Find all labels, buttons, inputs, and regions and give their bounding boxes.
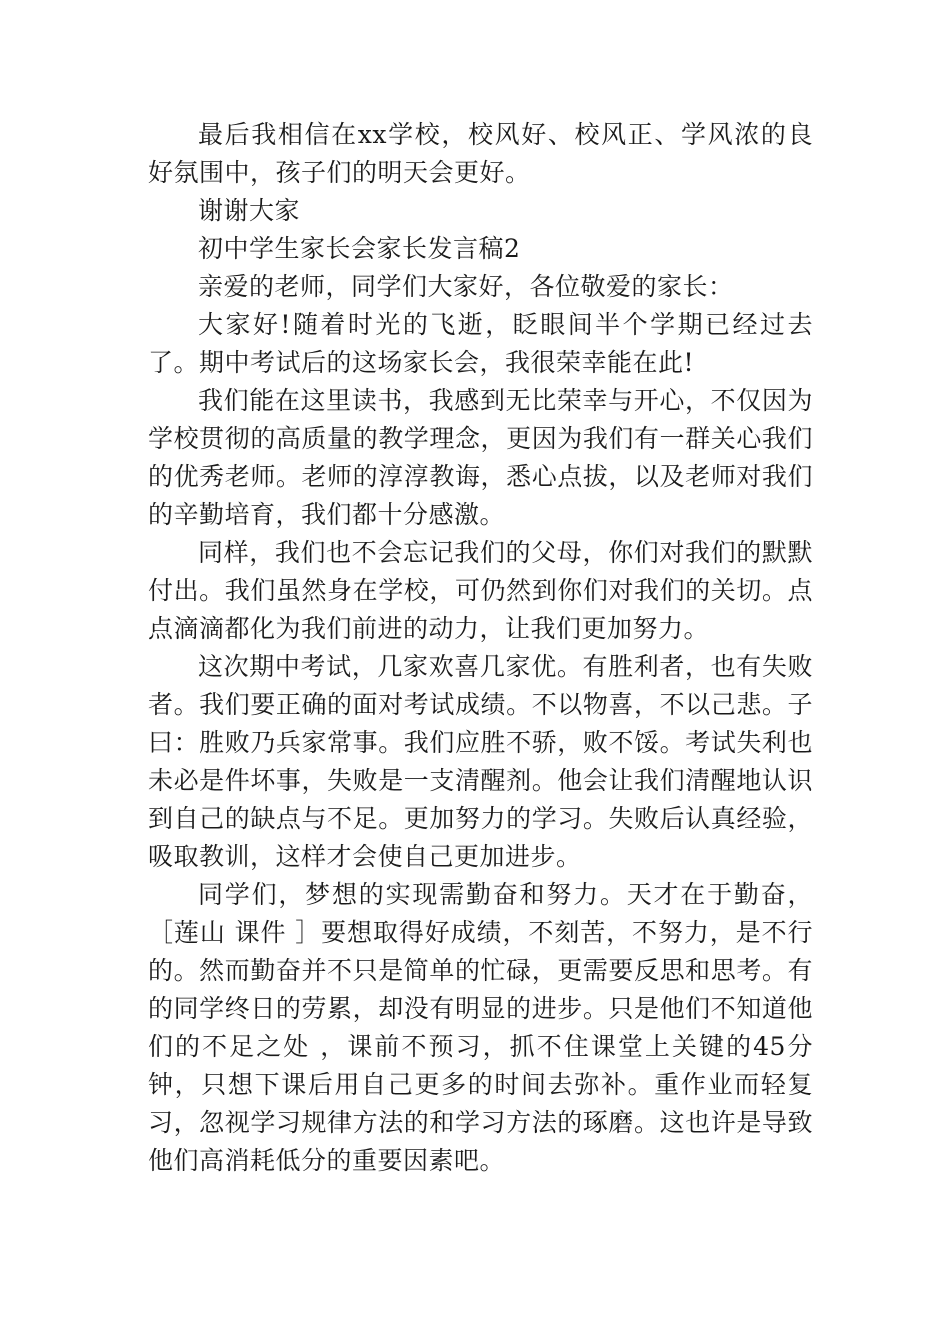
paragraph-closing-belief: 最后我相信在xx学校，校风好、校风正、学风浓的良好氛围中，孩子们的明天会更好。 <box>148 120 813 187</box>
paragraph-exam: 这次期中考试，几家欢喜几家优。有胜利者，也有失败者。我们要正确的面对考试成绩。不以物喜，不以己悲。子曰：胜败乃兵家常事。我们应胜不骄，败不馁。考试失利也未必是件坏事，失败是一支清醒剂。他会让我们清醒地认识到自己的缺点与不足。更加努力的学习。失败后认真经验，吸取教训，这样才会使自己更加进步。 <box>148 652 813 871</box>
document-body <box>148 116 813 1180</box>
paragraph-greeting: 大家好!随着时光的飞逝，眨眼间半个学期已经过去了。期中考试后的这场家长会，我很荣幸能在此! <box>148 310 813 377</box>
paragraph-parents: 同样，我们也不会忘记我们的父母，你们对我们的默默付出。我们虽然身在学校，可仍然到你们对我们的关切。点点滴滴都化为我们前进的动力，让我们更加努力。 <box>148 538 813 643</box>
paragraph-diligence: 同学们，梦想的实现需勤奋和努力。天才在于勤奋，［莲山 课件 ］要想取得好成绩，不刻苦，不努力，是不行的。然而勤奋并不只是简单的忙碌，更需要反思和思考。有的同学终日的劳累，却没有明显的进步。只是他们不知道他们的不足之处 ，课前不预习，抓不住课堂上关键的45分钟，只想下课后用自己更多的时间去弥补。重作业而轻复习，忽视学习规律方法的和学习方法的琢磨。这也许是导致他们高消耗低分的重要因素吧。 <box>148 880 813 1175</box>
section-title: 初中学生家长会家长发言稿2 <box>198 234 521 263</box>
paragraph-salutation: 亲爱的老师，同学们大家好，各位敬爱的家长： <box>198 272 734 301</box>
paragraph-thanks: 谢谢大家 <box>198 196 301 225</box>
paragraph-teachers: 我们能在这里读书，我感到无比荣幸与开心，不仅因为学校贯彻的高质量的教学理念，更因为我们有一群关心我们的优秀老师。老师的淳淳教诲，悉心点拔，以及老师对我们的辛勤培育，我们都十分感激。 <box>148 386 813 529</box>
